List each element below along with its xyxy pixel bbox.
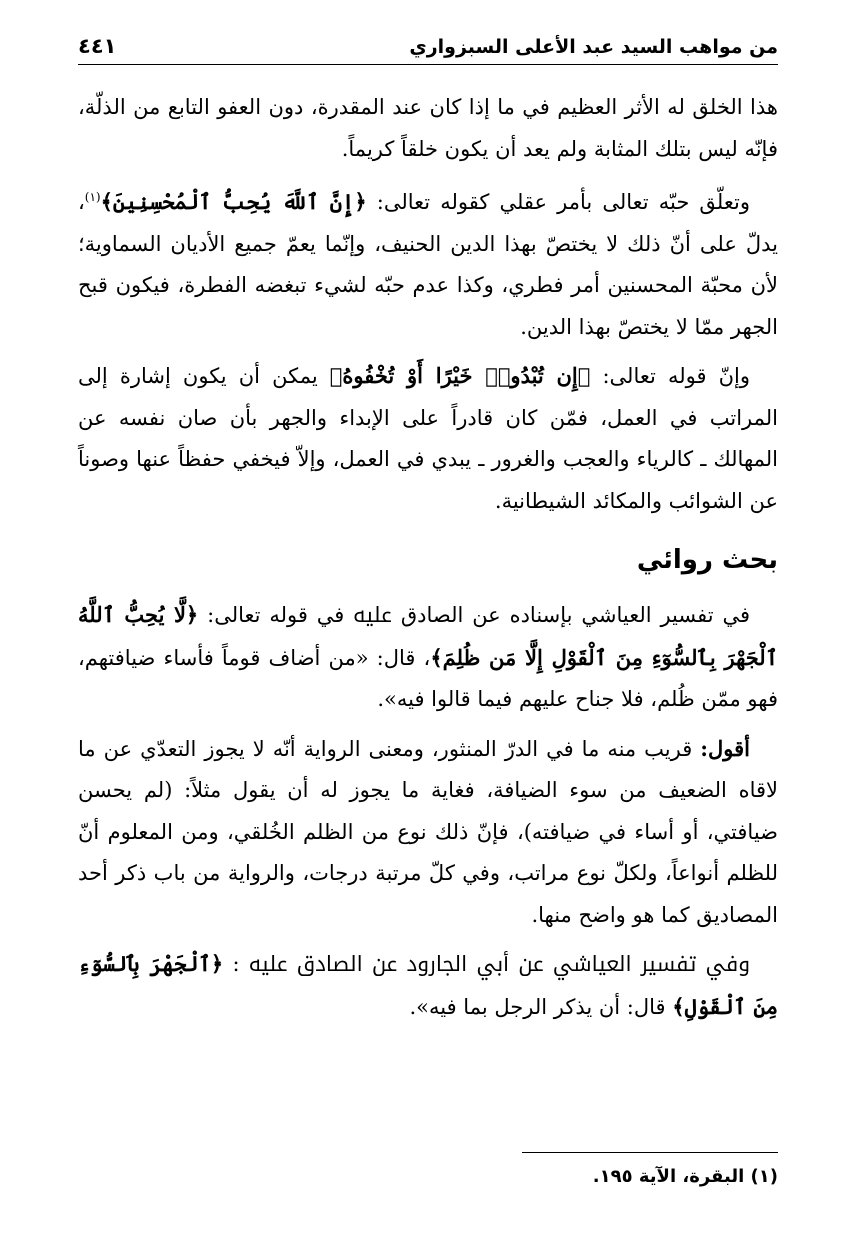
header-title: من مواهب السيد عبد الأعلى السبزواري (409, 36, 778, 58)
paragraph-2-text-a: وتعلّق حبّه تعالى بأمر عقلي كقوله تعالى: (366, 190, 750, 214)
paragraph-2 (78, 177, 778, 348)
footnote: (١) البقرة، الآية ١٩٥. (592, 1166, 778, 1187)
paragraph-5-text: قريب منه ما في الدرّ المنثور، ومعنى الرواية أنّه لا يجوز التعدّي عن ما لاقاه الضعيف من سوء الضيافة، فغاية ما يجوز له أن يقول مثلاً: (لم يحسن ضيافتي، أو أساء في ضيافته)، فإنّ ذلك نوع من الظلم الخُلقي، ومن المعلوم أنّ للظلم أنواعاً، ولكلّ نوع مراتب، وفي كلّ مرتبة درجات، والرواية من باب ذكر أحد المصاديق كما هو واضح منها. (78, 736, 778, 927)
footnote-divider (522, 1152, 778, 1153)
paragraph-1 (78, 87, 778, 170)
main-text (78, 87, 778, 1028)
quran-verse: ﴿لَّا يُحِبُّ ٱللَّهُ ٱلْجَهْرَ بِٱلسُّوٓءِ مِنَ ٱلْقَوْلِ إِلَّا مَن ظُلِمَ﴾ (78, 602, 779, 670)
quran-verse: ﴿إِنَّ ٱللَّهَ يُحِبُّ ٱلْمُحْسِنِينَ﴾ (100, 189, 367, 214)
paragraph-6 (78, 943, 778, 1028)
paragraph-4-text-b: ، قال: «من أضاف قوماً فأساء ضيافتهم، فهو ممّن ظُلم، فلا جناح عليهم فيما قالوا فيه». (78, 645, 778, 711)
paragraph-3 (78, 355, 778, 522)
page-body (78, 28, 778, 1035)
paragraph-2-text-b: ، يدلّ على أنّ ذلك لا يختصّ بهذا الدين الحنيف، وإنّما يعمّ جميع الأديان السماوية؛ لأن محبّة المحسنين أمر فطري، وكذا عدم حبّه لشيء تبغضه الفطرة، فيكون قبح الجهر ممّا لا يختصّ بهذا الدين. (78, 190, 778, 339)
paragraph-3-text-a: وإنّ قوله تعالى: (590, 364, 750, 388)
paragraph-6-text-b: قال: أن يذكر الرجل بما فيه». (409, 994, 673, 1019)
aqul-label: أقول: (700, 735, 750, 761)
quran-verse: ﴿ٱلْجَهْرَ بِٱلسُّوٓءِ مِنَ ٱلْقَوْلِ﴾ (78, 951, 778, 1019)
footnote-marker: (١) (84, 190, 101, 204)
paragraph-3-text-b: يمكن أن يكون إشارة إلى المراتب في العمل، فمّن كان قادراً على الإبداء والجهر بأن صان نفسه عن المهالك ـ كالرياء والعجب والغرور ـ يبدي في العمل، وإلاّ فيخفي حفظاً عنها وصوناً عن الشوائب والمكائد الشيطانية. (78, 364, 778, 513)
paragraph-5 (78, 728, 778, 937)
page-number: ٤٤١ (78, 34, 117, 58)
running-header (78, 28, 778, 65)
paragraph-1-text: هذا الخلق له الأثر العظيم في ما إذا كان عند المقدرة، دون العفو التابع من الذلّة، فإنّه ليس بتلك المثابة ولم يعد أن يكون خلقاً كريماً. (78, 95, 778, 161)
section-heading: بحث روائي (636, 545, 778, 575)
paragraph-4-text-a: في تفسير العياشي بإسناده عن الصادق ﷷ في قوله تعالى: (198, 603, 750, 627)
paragraph-4 (78, 594, 778, 721)
quran-verse: ﴿إِن تُبْدُوا۟ خَيْرًا أَوْ تُخْفُوهُ﴾ (329, 363, 591, 388)
paragraph-6-text-a: وفي تفسير العياشي عن أبي الجارود عن الصادق ﷷ : (223, 952, 750, 976)
